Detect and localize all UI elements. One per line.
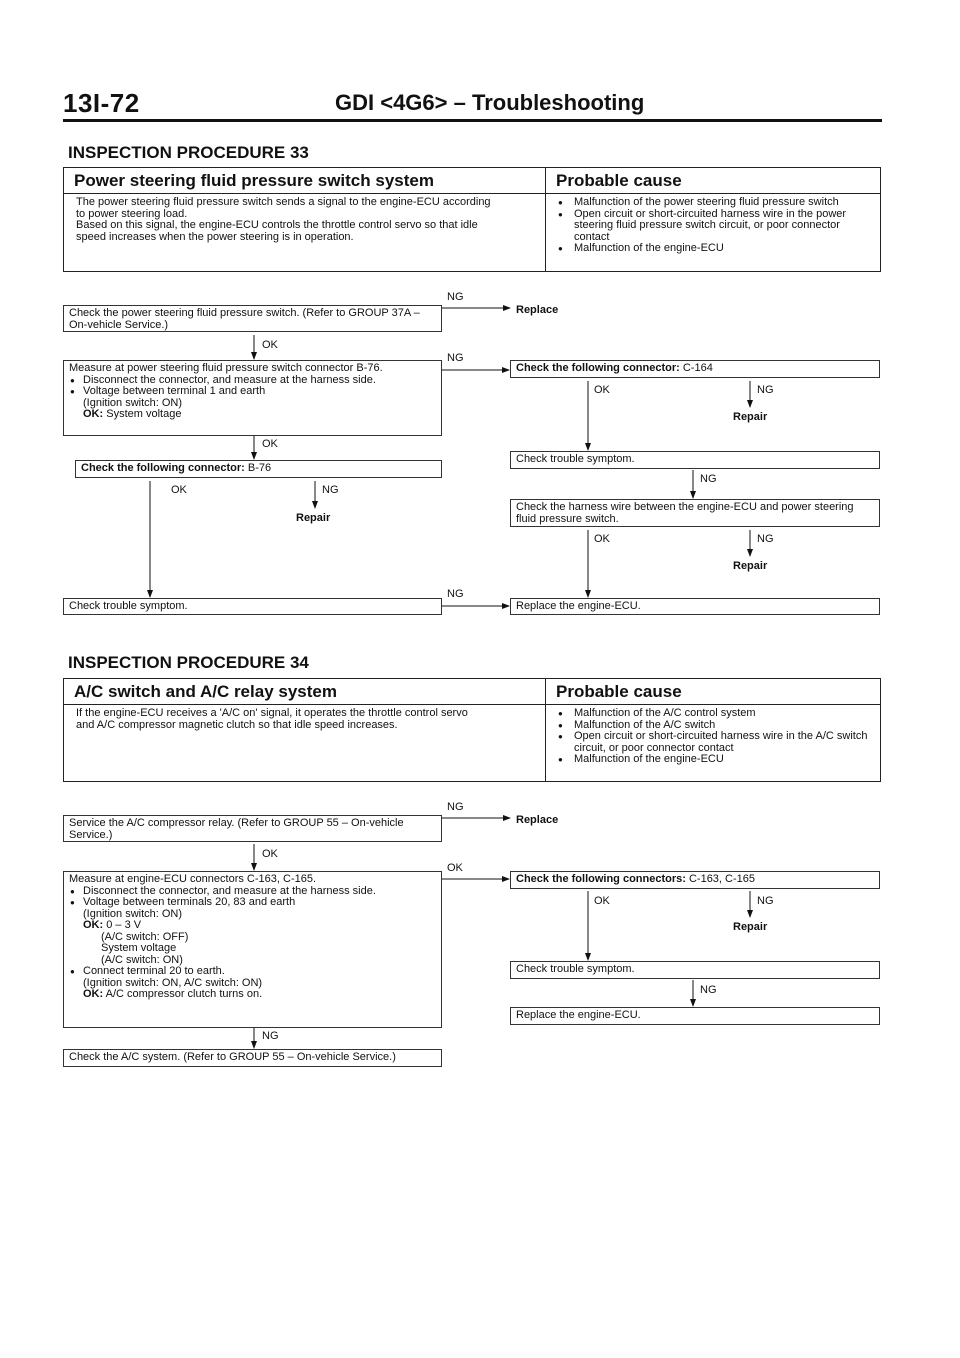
p34-step1-ok-label: OK bbox=[262, 848, 278, 860]
step-detail: (Ignition switch: ON, A/C switch: ON) bbox=[83, 976, 263, 989]
p33-r3-repair-label: Repair bbox=[733, 560, 768, 572]
step-title: Measure at power steering fluid pressure switch connector B-76. bbox=[69, 362, 383, 374]
page-title: GDI <4G6> – Troubleshooting bbox=[335, 90, 645, 115]
step-text: Replace the engine-ECU. bbox=[516, 1009, 641, 1021]
p33-step2-ng-label: NG bbox=[447, 352, 464, 364]
system-heading: A/C switch and A/C relay system bbox=[64, 679, 545, 705]
p33-step3-ng-label: NG bbox=[322, 484, 339, 496]
procedure-34-title: INSPECTION PROCEDURE 34 bbox=[68, 653, 309, 672]
cause-item: ● Malfunction of the engine-ECU bbox=[556, 754, 874, 766]
p34-r1-ng-label: NG bbox=[757, 895, 774, 907]
probable-cause-heading: Probable cause bbox=[546, 168, 880, 194]
p33-r3-ng-label: NG bbox=[757, 533, 774, 545]
step-title: Measure at engine-ECU connectors C-163, C-165. bbox=[69, 873, 317, 885]
cause-item: ● Malfunction of the A/C switch bbox=[556, 720, 874, 732]
step-label: Check the following connector: bbox=[516, 362, 680, 374]
step-text: Replace the engine-ECU. bbox=[516, 600, 641, 612]
p34-step1-ng-label: NG bbox=[447, 801, 464, 813]
p34-replace-label: Replace bbox=[516, 814, 559, 826]
step-item-text: Connect terminal 20 to earth. bbox=[83, 965, 225, 977]
p33-step4-ng-label: NG bbox=[447, 588, 464, 600]
p34-r1-ok-label: OK bbox=[594, 895, 610, 907]
step-text: Check trouble symptom. bbox=[69, 600, 188, 612]
p34-step2-ng-label: NG bbox=[262, 1030, 279, 1042]
cause-item: ● Malfunction of the engine-ECU bbox=[556, 243, 874, 255]
p33-step1-ng-label: NG bbox=[447, 291, 464, 303]
p33-step2-ok-label: OK bbox=[262, 438, 278, 450]
cause-item: ● Open circuit or short-circuited harness wire in the A/C switch circuit, or poor connector contact bbox=[556, 731, 874, 754]
connector-id: C-164 bbox=[682, 362, 713, 374]
step-item: ● Disconnect the connector, and measure at the harness side. bbox=[69, 375, 436, 387]
step-detail: (Ignition switch: ON) bbox=[83, 396, 183, 409]
p33-r1-ng-label: NG bbox=[757, 384, 774, 396]
ok-value: 0 – 3 V bbox=[106, 919, 142, 931]
system-heading: Power steering fluid pressure switch system bbox=[64, 168, 545, 194]
step-text: Check trouble symptom. bbox=[516, 453, 635, 465]
cause-item: ● Malfunction of the A/C control system bbox=[556, 708, 874, 720]
connector-id: C-163, C-165 bbox=[688, 873, 756, 885]
step-text: Check the A/C system. (Refer to GROUP 55 – On-vehicle Service.) bbox=[69, 1051, 396, 1063]
cause-item: ● Malfunction of the power steering fluid pressure switch bbox=[556, 197, 874, 209]
ok-value: System voltage bbox=[106, 408, 182, 420]
p34-r1-repair-label: Repair bbox=[733, 921, 768, 933]
step-text: Check trouble symptom. bbox=[516, 963, 635, 975]
ok-value: A/C compressor clutch turns on. bbox=[105, 988, 263, 1000]
connector-id: B-76 bbox=[247, 462, 272, 474]
procedure-33-title: INSPECTION PROCEDURE 33 bbox=[68, 143, 309, 162]
cause-item: ● Open circuit or short-circuited harness wire in the power steering fluid pressure switch circuit, or poor connector contact bbox=[556, 209, 874, 244]
p33-step1-ok-label: OK bbox=[262, 339, 278, 351]
p33-r1-repair-label: Repair bbox=[733, 411, 768, 423]
p33-step3-repair-label: Repair bbox=[296, 512, 331, 524]
p33-replace-label: Replace bbox=[516, 304, 559, 316]
p34-step2-ok-label: OK bbox=[447, 862, 463, 874]
p33-r2-ng-label: NG bbox=[700, 473, 717, 485]
step-item: ● Disconnect the connector, and measure at the harness side. bbox=[69, 886, 436, 898]
step-label: Check the following connector: bbox=[81, 462, 245, 474]
p33-r1-ok-label: OK bbox=[594, 384, 610, 396]
step-item: ● Voltage between terminal 1 and earth bbox=[69, 386, 436, 398]
ok-label: OK: bbox=[83, 919, 104, 931]
p34-r2-ng-label: NG bbox=[700, 984, 717, 996]
p33-step3-ok-label: OK bbox=[171, 484, 187, 496]
ok-label: OK: bbox=[83, 408, 104, 420]
step-text: Check the harness wire between the engine-ECU and power steering fluid pressure switch. bbox=[516, 501, 854, 525]
ok-label: OK: bbox=[83, 988, 104, 1000]
step-text: Check the power steering fluid pressure switch. (Refer to GROUP 37A – On-vehicle Service.) bbox=[69, 307, 420, 331]
step-label: Check the following connectors: bbox=[516, 873, 686, 885]
step-detail: (Ignition switch: ON) bbox=[83, 907, 183, 920]
ok-detail: (A/C switch: OFF) System voltage (A/C switch: ON) bbox=[101, 930, 189, 966]
system-description: If the engine-ECU receives a 'A/C on' signal, it operates the throttle control servo and A/C compressor magnetic clutch so that idle speed increases. bbox=[76, 707, 468, 731]
step-text: Service the A/C compressor relay. (Refer to GROUP 55 – On-vehicle Service.) bbox=[69, 817, 404, 841]
p33-r3-ok-label: OK bbox=[594, 533, 610, 545]
step-item-text: Voltage between terminals 20, 83 and earth bbox=[83, 896, 296, 908]
page-number: 13I-72 bbox=[63, 88, 140, 118]
probable-cause-heading: Probable cause bbox=[546, 679, 880, 705]
system-description: The power steering fluid pressure switch sends a signal to the engine-ECU according to power steering load. Based on this signal, the engine-ECU controls the throttle control servo so that idle speed increases when the power steering is in operation. bbox=[76, 196, 491, 243]
